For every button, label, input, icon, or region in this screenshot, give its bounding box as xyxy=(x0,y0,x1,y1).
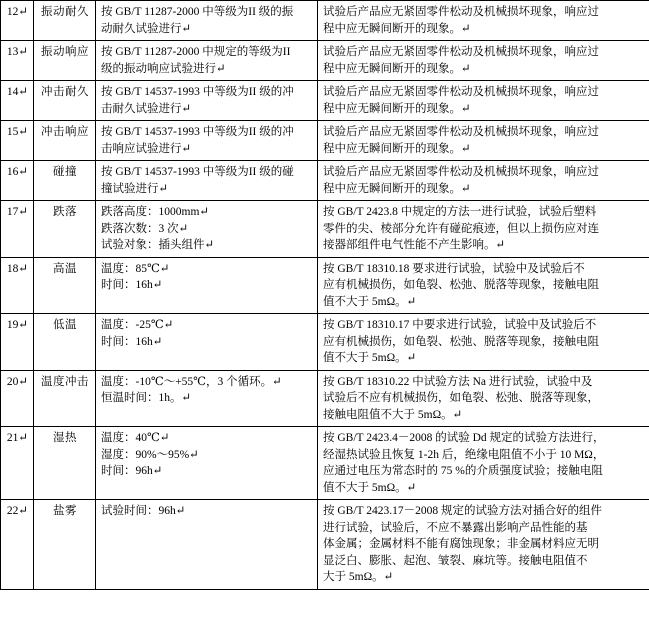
requirement-line: 程中应无瞬间断开的现象。↵ xyxy=(323,62,471,75)
requirement-line: 程中应无瞬间断开的现象。↵ xyxy=(323,102,471,115)
row-number: 17↵ xyxy=(1,201,34,258)
condition-line: 温度：40℃↵ xyxy=(101,432,170,444)
requirement-line: 按 GB/T 18310.17 中要求进行试验，试验中及试验后不 xyxy=(323,319,597,331)
row-test-condition xyxy=(96,81,318,121)
requirement-line: 值不大于 5mΩ。↵ xyxy=(323,295,417,308)
condition-line: 按 GB/T 14537-1993 中等级为II 级的冲 xyxy=(101,86,294,98)
condition-line: 时间：96h↵ xyxy=(101,465,163,477)
row-test-condition xyxy=(96,314,318,371)
row-number: 14↵ xyxy=(1,81,34,121)
requirement-line: 接触电阻值不大于 5mΩ。↵ xyxy=(323,408,463,421)
requirement-line: 试验后产品应无紧固零件松动及机械损坏现象，响应过 xyxy=(323,46,599,58)
row-test-condition xyxy=(96,257,318,314)
condition-line: 动耐久试验进行↵ xyxy=(101,22,192,35)
row-requirement xyxy=(318,201,649,258)
condition-line: 击耐久试验进行↵ xyxy=(101,102,192,115)
row-requirement xyxy=(318,427,649,500)
requirement-line: 按 GB/T 2423.8 中规定的方法一进行试验，试验后塑料 xyxy=(323,206,597,218)
condition-line: 按 GB/T 14537-1993 中等级为II 级的碰 xyxy=(101,166,294,178)
row-item-name: 盐雾 xyxy=(34,500,96,590)
table-row xyxy=(1,427,649,500)
condition-line: 击响应试验进行↵ xyxy=(101,142,192,155)
row-number: 20↵ xyxy=(1,370,34,427)
row-number: 22↵ xyxy=(1,500,34,590)
row-item-name: 高温 xyxy=(34,257,96,314)
row-requirement xyxy=(318,370,649,427)
row-number: 19↵ xyxy=(1,314,34,371)
row-number: 13↵ xyxy=(1,41,34,81)
requirement-line: 程中应无瞬间断开的现象。↵ xyxy=(323,142,471,155)
requirement-line: 进行试验，试验后，不应不暴露出影响产品性能的基 xyxy=(323,521,588,534)
condition-line: 按 GB/T 11287-2000 中等级为II 级的振 xyxy=(101,6,294,18)
requirement-line: 按 GB/T 18310.22 中试验方法 Na 进行试验，试验中及 xyxy=(323,375,593,388)
condition-line: 试验时间：96h↵ xyxy=(101,505,186,517)
table-body xyxy=(1,1,649,590)
requirement-line: 程中应无瞬间断开的现象。↵ xyxy=(323,22,471,35)
requirement-line: 值不大于 5mΩ。↵ xyxy=(323,481,417,494)
condition-line: 温度：-10℃～+55℃，3 个循环。↵ xyxy=(101,375,282,388)
table-row xyxy=(1,41,649,81)
table-row xyxy=(1,257,649,314)
row-test-condition xyxy=(96,370,318,427)
row-test-condition xyxy=(96,1,318,41)
table-row xyxy=(1,161,649,201)
condition-line: 温度：85℃↵ xyxy=(101,262,170,275)
row-number: 21↵ xyxy=(1,427,34,500)
row-requirement xyxy=(318,257,649,314)
table-row xyxy=(1,370,649,427)
row-item-name: 温度冲击 xyxy=(34,370,96,427)
requirement-line: 应通过电压为常态时的 75 %的介质强度试验；接触电阻 xyxy=(323,465,603,477)
condition-line: 跌落高度：1000mm↵ xyxy=(101,206,210,218)
row-test-condition xyxy=(96,41,318,81)
row-requirement xyxy=(318,500,649,590)
condition-line: 时间：16h↵ xyxy=(101,335,163,348)
row-requirement xyxy=(318,314,649,371)
requirement-line: 体金属；金属材料不能有腐蚀现象；非金属材料应无明 xyxy=(323,538,599,550)
table-row xyxy=(1,314,649,371)
row-test-condition xyxy=(96,201,318,258)
requirement-line: 按 GB/T 2423.4－2008 的试验 Dd 规定的试验方法进行， xyxy=(323,432,605,444)
requirement-line: 按 GB/T 2423.17－2008 规定的试验方法对插合好的组件 xyxy=(323,505,602,517)
row-item-name: 低温 xyxy=(34,314,96,371)
row-requirement xyxy=(318,41,649,81)
row-requirement xyxy=(318,121,649,161)
row-requirement xyxy=(318,161,649,201)
condition-line: 试验对象：插头组件↵ xyxy=(101,239,215,251)
requirement-line: 值不大于 5mΩ。↵ xyxy=(323,352,417,364)
row-number: 15↵ xyxy=(1,121,34,161)
row-item-name: 湿热 xyxy=(34,427,96,500)
requirement-line: 显泛白、膨胀、起泡、皱裂、麻坑等。接触电阻值不 xyxy=(323,554,588,567)
row-item-name: 碰撞 xyxy=(34,161,96,201)
table-row xyxy=(1,1,649,41)
row-test-condition xyxy=(96,121,318,161)
requirement-line: 应有机械损伤，如龟裂、松弛、脱落等现象，接触电阻 xyxy=(323,279,599,291)
requirement-line: 程中应无瞬间断开的现象。↵ xyxy=(323,182,471,195)
requirement-line: 试验后产品应无紧固零件松动及机械损坏现象，响应过 xyxy=(323,126,599,138)
condition-line: 按 GB/T 11287-2000 中规定的等级为II xyxy=(101,46,291,58)
requirement-line: 试验后产品应无紧固零件松动及机械损坏现象，响应过 xyxy=(323,166,599,178)
requirement-line: 试验后不应有机械损伤，如龟裂、松弛、脱落等现象， xyxy=(323,392,599,404)
requirement-line: 接器部组件电气性能不产生影响。↵ xyxy=(323,239,506,251)
condition-line: 级的振动响应试验进行↵ xyxy=(101,62,226,75)
row-test-condition xyxy=(96,500,318,590)
condition-line: 时间：16h↵ xyxy=(101,279,163,291)
row-test-condition xyxy=(96,161,318,201)
requirement-line: 应有机械损伤，如龟裂、松弛、脱落等现象，接触电阻 xyxy=(323,335,599,348)
table-row xyxy=(1,121,649,161)
requirement-line: 零件的尖、棱部分允许有碰砣痕迹，但以上损伤应对连 xyxy=(323,222,599,235)
requirement-line: 经湿热试验且恢复 1-2h 后，绝缘电阻值不小于 10 MΩ， xyxy=(323,448,605,461)
condition-line: 恒温时间：1h。↵ xyxy=(101,392,192,404)
requirement-line: 试验后产品应无紧固零件松动及机械损坏现象，响应过 xyxy=(323,86,599,98)
condition-line: 撞试验进行↵ xyxy=(101,182,169,195)
row-number: 16↵ xyxy=(1,161,34,201)
condition-line: 跌落次数：3 次↵ xyxy=(101,222,189,235)
row-number: 12↵ xyxy=(1,1,34,41)
row-requirement xyxy=(318,81,649,121)
condition-line: 温度：-25℃↵ xyxy=(101,319,174,331)
row-requirement xyxy=(318,1,649,41)
table-row xyxy=(1,201,649,258)
requirement-line: 大于 5mΩ。↵ xyxy=(323,571,394,583)
condition-line: 按 GB/T 14537-1993 中等级为II 级的冲 xyxy=(101,126,294,138)
requirement-line: 按 GB/T 18310.18 要求进行试验，试验中及试验后不 xyxy=(323,262,585,275)
row-item-name: 跌落 xyxy=(34,201,96,258)
row-item-name: 冲击响应 xyxy=(34,121,96,161)
requirement-line: 试验后产品应无紧固零件松动及机械损坏现象，响应过 xyxy=(323,6,599,18)
table-row xyxy=(1,500,649,590)
table-row xyxy=(1,81,649,121)
row-item-name: 冲击耐久 xyxy=(34,81,96,121)
row-test-condition xyxy=(96,427,318,500)
row-item-name: 振动耐久 xyxy=(34,1,96,41)
row-item-name: 振动响应 xyxy=(34,41,96,81)
condition-line: 湿度：90%～95%↵ xyxy=(101,448,199,461)
row-number: 18↵ xyxy=(1,257,34,314)
